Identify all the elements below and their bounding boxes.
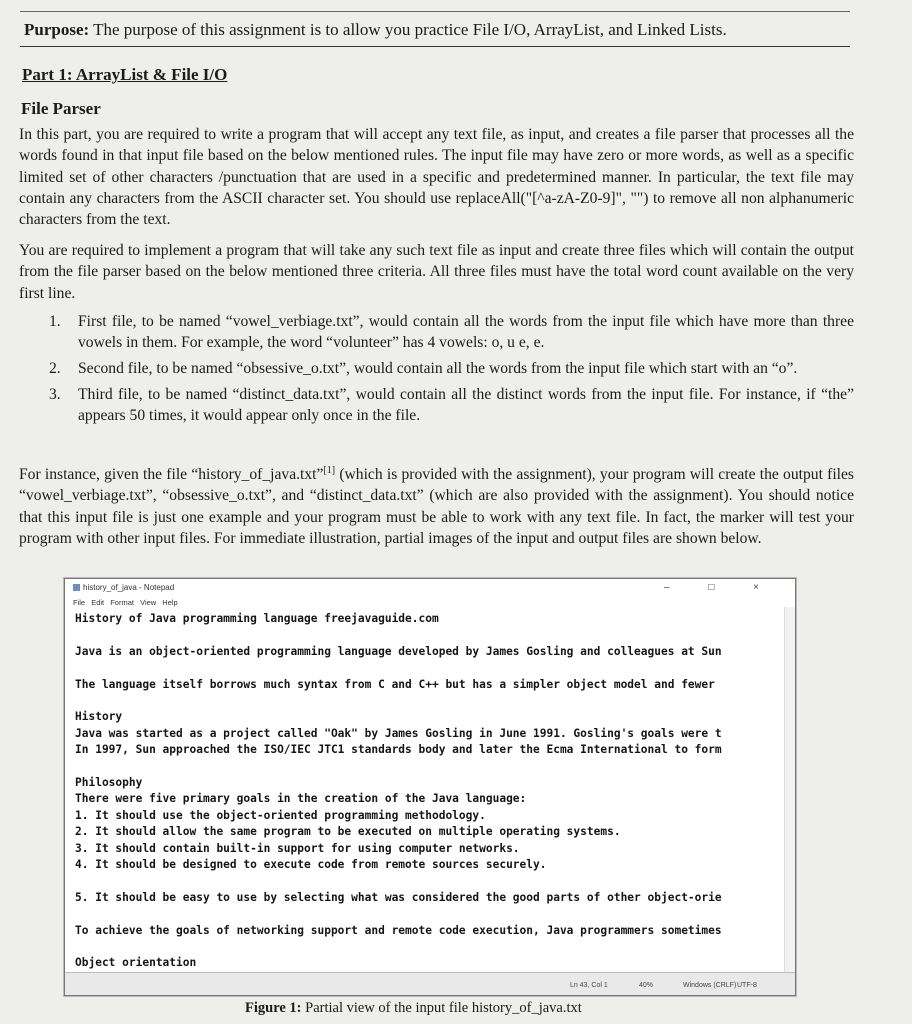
notepad-title-text: history_of_java - Notepad xyxy=(83,583,175,592)
notepad-line: 3. It should contain built-in support for using computer networks. xyxy=(75,841,520,855)
notepad-line xyxy=(75,693,781,709)
cursor-position: Ln 43, Col 1 xyxy=(570,982,608,989)
notepad-line: Java is an object-oriented programming language developed by James Gosling and colleagues at Sun xyxy=(75,644,722,658)
menu-format[interactable]: Format xyxy=(110,598,134,607)
notepad-text-area[interactable] xyxy=(75,611,781,972)
paragraph-3 xyxy=(19,460,854,549)
notepad-line xyxy=(75,906,781,922)
line-ending: Windows (CRLF) xyxy=(683,982,737,989)
notepad-window xyxy=(64,578,796,996)
notepad-titlebar xyxy=(65,579,795,593)
list-number: 2. xyxy=(49,360,61,377)
purpose-line xyxy=(24,20,727,40)
notepad-icon xyxy=(73,584,80,591)
list-text: Second file, to be named “obsessive_o.txt”, would contain all the words from the input file which start with an “o”. xyxy=(78,360,798,377)
menu-view[interactable]: View xyxy=(140,598,157,607)
list-text: First file, to be named “vowel_verbiage.txt”, would contain all the words from the input file which have more than three vowels in them. For example, the word “volunteer” has 4 vowels: o, u e, e. xyxy=(78,313,854,351)
notepad-line xyxy=(75,759,781,775)
list-item xyxy=(19,384,854,426)
menu-edit[interactable]: Edit xyxy=(91,598,105,607)
notepad-line: The language itself borrows much syntax from C and C++ but has a simpler object model and fewer xyxy=(75,677,715,691)
figure-caption-text: Partial view of the input file history_of_java.txt xyxy=(301,1000,582,1016)
notepad-line: Object orientation xyxy=(75,956,197,970)
notepad-line xyxy=(75,627,781,643)
notepad-menubar xyxy=(73,598,178,607)
paragraph-3-rest: (which is provided with the assignment), your program will create the output files “vowel_verbiage.txt”, “obsessive_o.txt”, and “distinct_data.txt” (which are also provided with the assignment). You should notice that this input file is just one example and your program must be able to work with any text file. In fact, the marker will test your program with other input files. For immediate illustration, partial images of the input and output files are shown below. xyxy=(19,466,854,548)
notepad-line: 5. It should be easy to use by selecting what was considered the good parts of other object-orie xyxy=(75,890,722,904)
paragraph-2: You are required to implement a program that will take any such text file as input and create three files which will contain the output from the file parser based on the below mentioned three criteria. All three files must have the total word count available on the very first line. xyxy=(19,242,854,302)
window-controls[interactable]: – □ × xyxy=(664,582,777,593)
paragraph-3-start: For instance, given the file “history_of_java.txt” xyxy=(19,466,324,484)
notepad-line xyxy=(75,660,781,676)
footnote-reference: [1] xyxy=(323,465,336,476)
top-rule xyxy=(20,11,850,12)
encoding: UTF-8 xyxy=(737,982,757,989)
notepad-line: 1. It should use the object-oriented programming methodology. xyxy=(75,808,486,822)
figure-label: Figure 1: xyxy=(245,1000,302,1016)
part1-heading: Part 1: ArrayList & File I/O xyxy=(22,65,228,84)
list-item xyxy=(19,311,854,353)
list-number: 1. xyxy=(49,313,61,330)
list-item xyxy=(19,358,854,379)
output-files-list xyxy=(19,311,854,431)
paragraph-1: In this part, you are required to write a program that will accept any text file, as input, and creates a file parser that processes all the words found in that input file based on the below mentioned rules. The input file may have zero or more words, as well as a specific limited set of other characters /punctuation that are used in a specific and predetermined manner. In particular, the text file may contain any characters from the ASCII character set. You should use replaceAll("[^a-zA-Z0-9]", "") to remove all non alphanumeric characters from the text. xyxy=(19,126,854,229)
notepad-line: Java was started as a project called "Oak" by James Gosling in June 1991. Gosling's goals were t xyxy=(75,726,722,740)
list-number: 3. xyxy=(49,386,61,403)
notepad-line xyxy=(75,873,781,889)
notepad-title xyxy=(73,583,174,592)
file-parser-heading: File Parser xyxy=(21,99,101,118)
menu-file[interactable]: File xyxy=(73,598,86,607)
notepad-line: To achieve the goals of networking support and remote code execution, Java programmers sometimes xyxy=(75,923,722,937)
purpose-rule xyxy=(20,46,850,47)
purpose-text: The purpose of this assignment is to allow you practice File I/O, ArrayList, and Linked Lists. xyxy=(93,20,727,39)
notepad-line: History of Java programming language freejavaguide.com xyxy=(75,612,439,625)
notepad-line: 4. It should be designed to execute code from remote sources securely. xyxy=(75,858,547,872)
notepad-line xyxy=(75,939,781,955)
notepad-line: There were five primary goals in the creation of the Java language: xyxy=(75,792,527,806)
list-text: Third file, to be named “distinct_data.txt”, would contain all the distinct words from the input file. For instance, if “the” appears 50 times, it would appear only once in the file. xyxy=(78,386,854,424)
zoom-level: 40% xyxy=(639,982,654,989)
notepad-statusbar xyxy=(65,972,795,995)
figure-caption xyxy=(245,1000,582,1017)
menu-help[interactable]: Help xyxy=(162,598,178,607)
notepad-line: In 1997, Sun approached the ISO/IEC JTC1 standards body and later the Ecma International to form xyxy=(75,743,722,757)
purpose-label: Purpose: xyxy=(24,20,90,39)
notepad-line: 2. It should allow the same program to be executed on multiple operating systems. xyxy=(75,825,621,839)
notepad-line: History xyxy=(75,710,123,724)
vertical-scrollbar[interactable] xyxy=(784,607,795,973)
notepad-line: Philosophy xyxy=(75,776,143,789)
